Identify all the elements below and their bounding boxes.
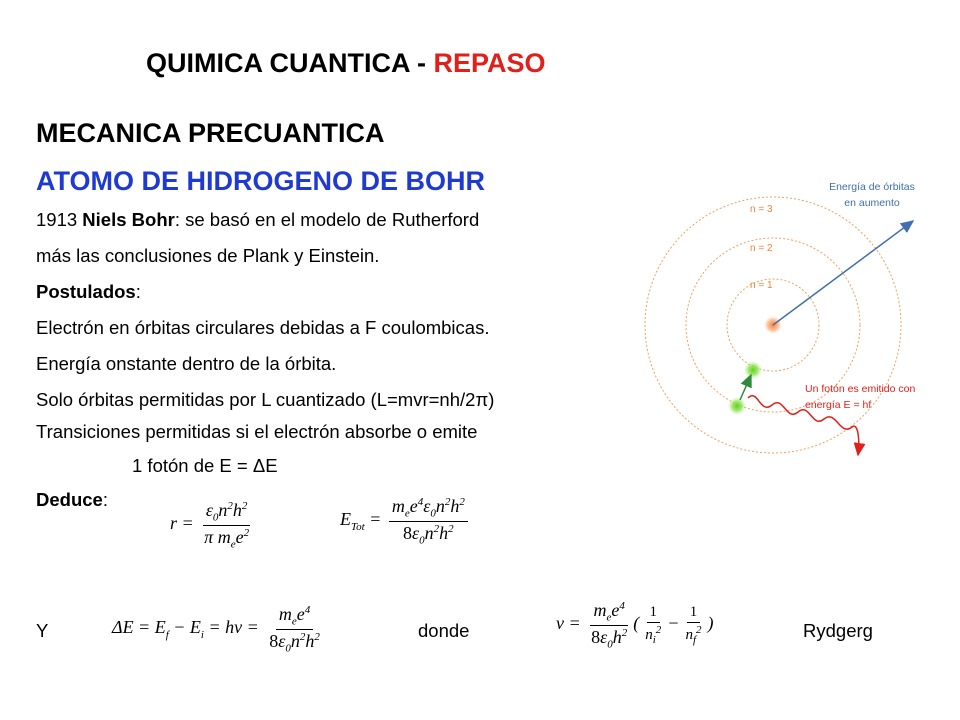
deduce-colon: : bbox=[102, 489, 108, 510]
section-heading: MECANICA PRECUANTICA bbox=[36, 118, 385, 148]
n2-label: n = 2 bbox=[750, 243, 773, 254]
electron-outer bbox=[728, 397, 746, 415]
deduce-label: Deduce bbox=[36, 489, 103, 510]
postulados-label: Postulados bbox=[36, 281, 136, 302]
year-text: 1913 bbox=[36, 209, 83, 230]
text-line-3 bbox=[36, 281, 141, 303]
energy-arrow bbox=[773, 221, 913, 325]
n3-label: n = 3 bbox=[750, 204, 773, 215]
text-line-1 bbox=[36, 209, 479, 231]
electron-inner bbox=[744, 361, 762, 379]
y-label: Y bbox=[36, 620, 49, 641]
text-line-8: 1 fotón de E = ΔE bbox=[132, 455, 278, 476]
text-line-7: Transiciones permitidas si el electrón absorbe o emite bbox=[36, 421, 478, 442]
text-line-9 bbox=[36, 489, 108, 511]
text-line-5: Energía onstante dentro de la órbita. bbox=[36, 353, 337, 374]
text-line-2: más las conclusiones de Plank y Einstein. bbox=[36, 245, 380, 266]
subsection-heading: ATOMO DE HIDROGENO DE BOHR bbox=[36, 166, 486, 196]
delta-e-equation: $\Delta E = E_f - E_i = h\nu$ = $\frac{m_ee^4}{8\varepsilon_0n^2h^2}$ bbox=[112, 604, 320, 655]
rydgerg-label: Rydgerg bbox=[803, 620, 873, 641]
photon-label-1: Un fotón es emitido con bbox=[805, 383, 916, 395]
bohr-atom-diagram bbox=[640, 175, 960, 475]
radius-equation: r = $\frac{\varepsilon_0n^2h^2}{\pi m_ee^2}$ bbox=[170, 500, 250, 551]
donde-label: donde bbox=[418, 620, 470, 641]
energy-label-2: en aumento bbox=[844, 197, 900, 209]
n1-label: n = 1 bbox=[750, 280, 773, 291]
total-energy-equation: $E_{Tot}$ = $\frac{m_ee^4\varepsilon_0n^2h^2}{8\varepsilon_0n^2h^2}$ bbox=[340, 496, 471, 546]
title-accent: REPASO bbox=[433, 48, 546, 78]
photon-label-2: energía E = hf bbox=[805, 399, 872, 411]
bohr-name: Niels Bohr bbox=[82, 209, 175, 230]
line1-rest: : se basó en el modelo de Rutherford bbox=[174, 209, 480, 230]
page-title bbox=[146, 48, 546, 79]
text-line-6: Solo órbitas permitidas por L cuantizado (L=mvr=nh/2π) bbox=[36, 389, 495, 410]
frequency-equation: ν = $\frac{m_ee^4}{8\varepsilon_0h^2}$ ( $\frac{1}{n_i^2}$ − $\frac{1}{n_f^2}$ ) bbox=[556, 600, 714, 651]
energy-label-1: Energía de órbitas bbox=[829, 181, 915, 193]
title-main: QUIMICA CUANTICA - bbox=[146, 48, 434, 78]
postulados-colon: : bbox=[135, 281, 141, 302]
text-line-4: Electrón en órbitas circulares debidas a F coulombicas. bbox=[36, 317, 490, 338]
